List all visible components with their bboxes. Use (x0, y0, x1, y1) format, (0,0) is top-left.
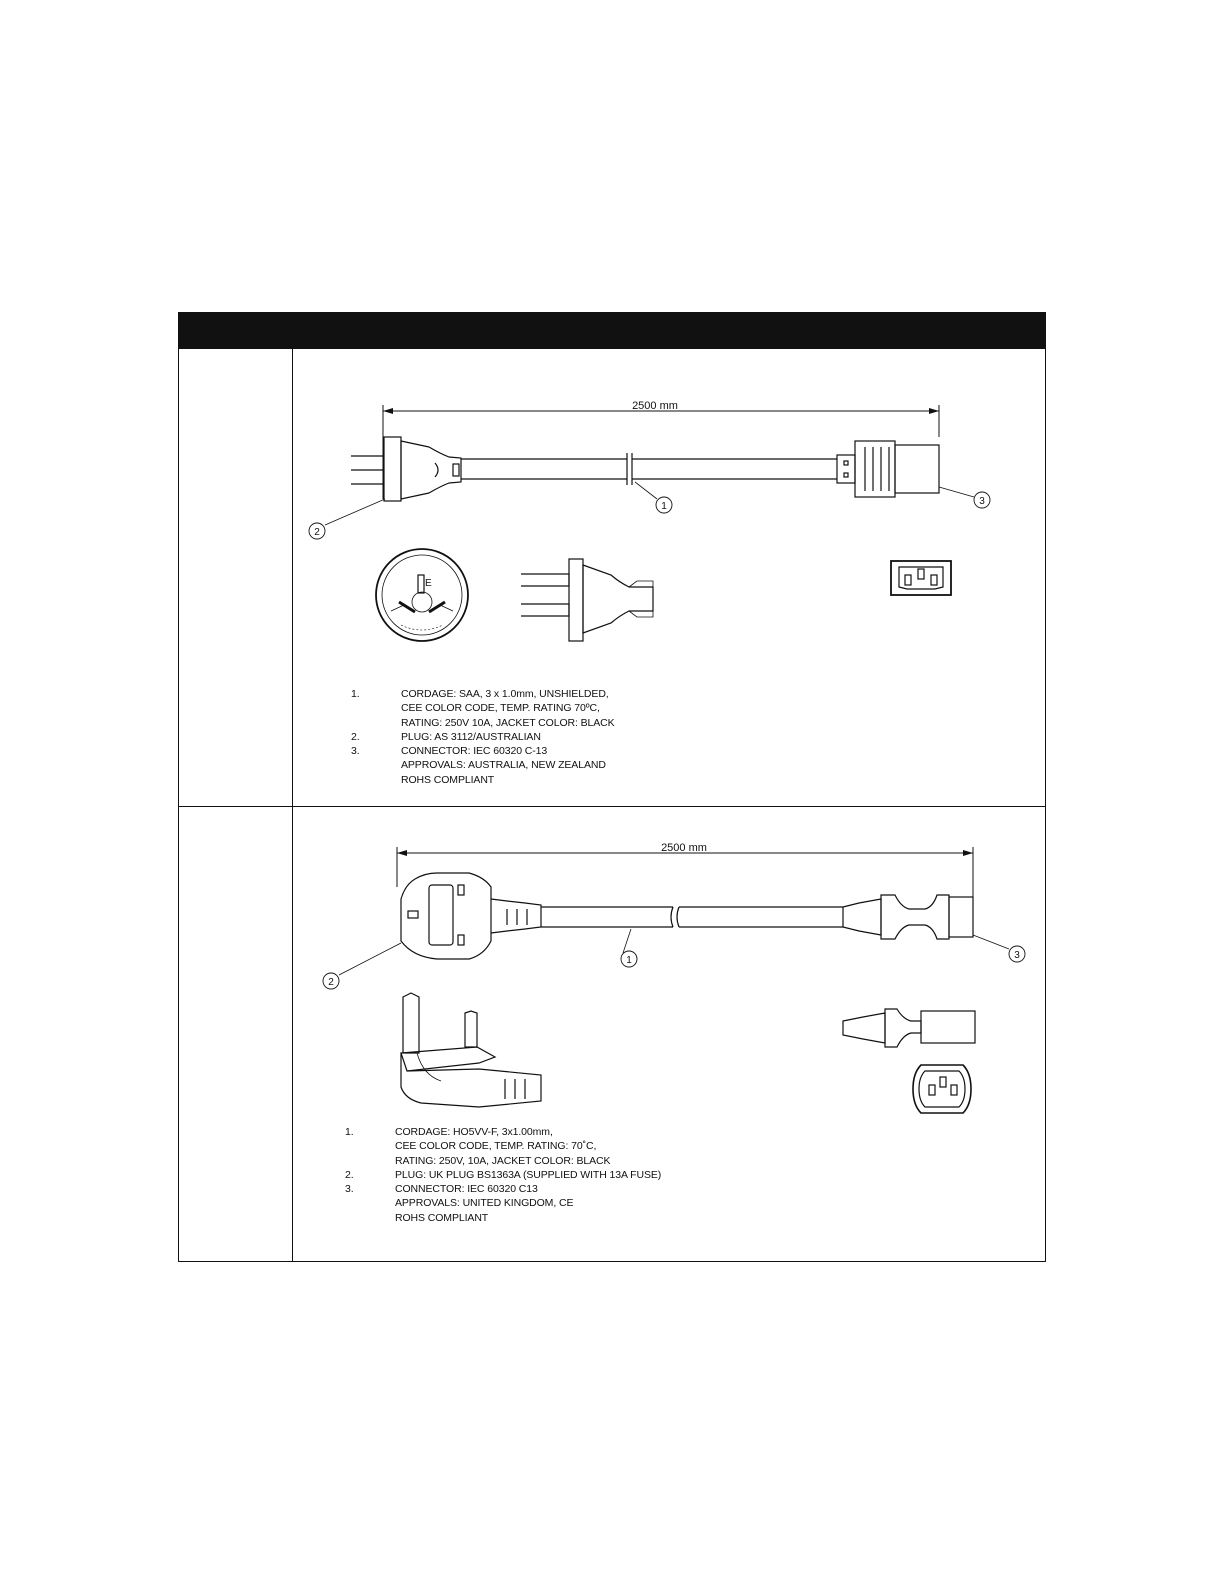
note-number: 2. (351, 730, 360, 743)
note-line: RATING: 250V 10A, JACKET COLOR: BLACK (401, 716, 615, 729)
note-number: 1. (351, 688, 360, 700)
callout-2: 2 (328, 977, 334, 988)
note-item (351, 744, 615, 787)
note-item (345, 1168, 661, 1182)
callout-2: 2 (314, 527, 320, 538)
note-item (351, 730, 615, 744)
note-line: CORDAGE: SAA, 3 x 1.0mm, UNSHIELDED, (401, 688, 609, 700)
note-line: APPROVALS: AUSTRALIA, NEW ZEALAND (401, 759, 606, 772)
dimension-label: 2500 mm (661, 842, 707, 854)
note-number: 2. (345, 1168, 354, 1181)
callout-1: 1 (626, 955, 632, 966)
note-number: 3. (351, 745, 360, 758)
note-line: PLUG: AS 3112/AUSTRALIAN (401, 730, 541, 743)
callout-1: 1 (661, 501, 667, 512)
note-line: ROHS COMPLIANT (401, 773, 495, 786)
note-line: RATING: 250V, 10A, JACKET COLOR: BLACK (395, 1154, 611, 1167)
note-line: ROHS COMPLIANT (395, 1211, 489, 1224)
table-row-australian-cord (179, 349, 1045, 807)
note-line: PLUG: UK PLUG BS1363A (SUPPLIED WITH 13A FUSE) (395, 1168, 662, 1181)
dimension-label: 2500 mm (632, 400, 678, 412)
table-row-uk-cord (179, 807, 1045, 1262)
note-number: 3. (345, 1183, 354, 1196)
notes-list (345, 1125, 661, 1225)
earth-mark: E (425, 578, 432, 589)
notes-list (351, 687, 615, 787)
note-line: CEE COLOR CODE, TEMP. RATING 70ºC, (401, 702, 600, 715)
note-line: CEE COLOR CODE, TEMP. RATING: 70˚C, (395, 1140, 597, 1153)
callout-3: 3 (979, 496, 985, 507)
note-item (345, 1182, 661, 1225)
table-header-bar (179, 313, 1045, 349)
note-line: APPROVALS: UNITED KINGDOM, CE (395, 1197, 574, 1210)
note-item (351, 687, 615, 730)
note-line: CORDAGE: HO5VV-F, 3x1.00mm, (395, 1126, 553, 1138)
note-item (345, 1125, 661, 1168)
callout-3: 3 (1014, 950, 1020, 961)
note-line: CONNECTOR: IEC 60320 C-13 (401, 745, 548, 758)
note-line: CONNECTOR: IEC 60320 C13 (395, 1183, 538, 1196)
note-number: 1. (345, 1126, 354, 1138)
spec-table (178, 312, 1046, 1262)
